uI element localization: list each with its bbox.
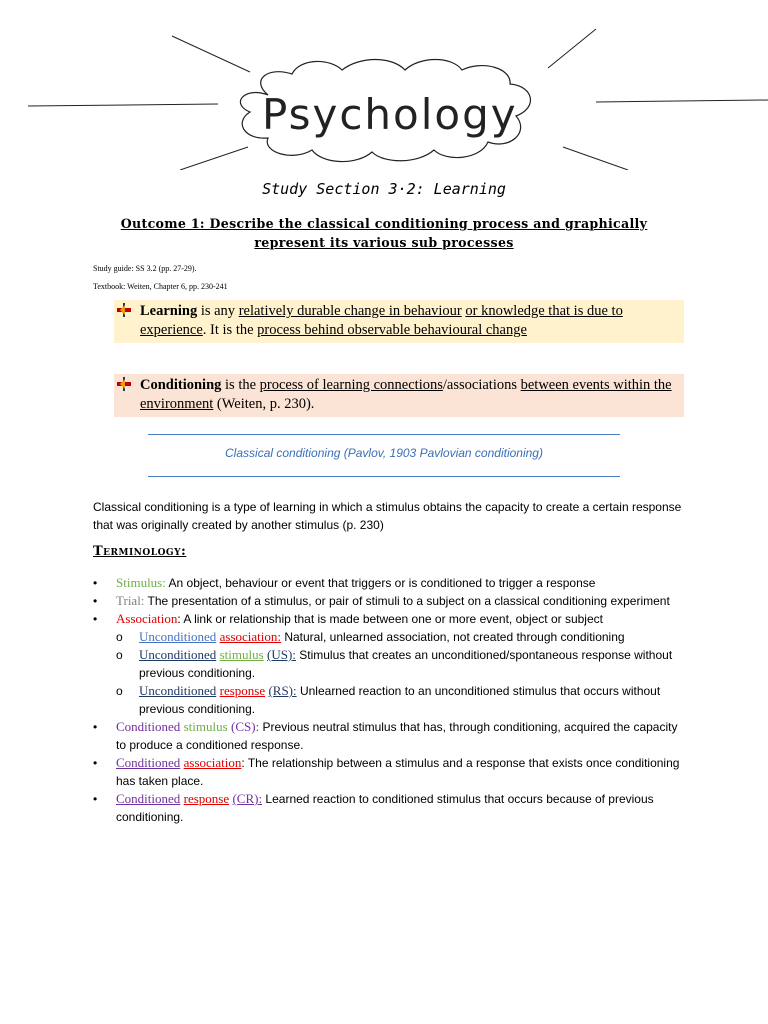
term-word-3: (RS): [268, 683, 297, 698]
term-conditioned-stimulus [0, 718, 686, 754]
term-word-1: Unconditioned [139, 683, 217, 698]
term-word-2: stimulus [183, 719, 228, 734]
term-conditioned-association [0, 754, 686, 790]
bullet-icon: • [93, 756, 98, 770]
section-title: Study Section 3·2: Learning [262, 180, 506, 198]
term-unconditioned-response [0, 682, 679, 718]
term-word-3: (US): [267, 647, 296, 662]
cloud-lines-graphic [0, 0, 768, 170]
conditioning-underline-2: between events within the environment [140, 377, 672, 412]
bullet-icon: • [93, 594, 98, 608]
term-word-1: Unconditioned [139, 629, 217, 644]
terminology-list [0, 574, 768, 826]
cloud-title: Psychology [262, 90, 518, 139]
term-definition: Unlearned reaction to an unconditioned stimulus that occurs without previous conditioning. [139, 684, 661, 716]
conditioning-text-3: (Weiten, p. 230). [213, 396, 315, 412]
conditioning-underline-1: process of learning connections [259, 377, 443, 393]
arrow-bullet-icon [117, 303, 131, 317]
term-word-1: Unconditioned [139, 647, 217, 662]
psychology-header-graphic [0, 0, 768, 170]
term-label: Stimulus: [116, 575, 166, 590]
term-label: Trial: [116, 593, 145, 608]
conditioning-text-2: /associations [442, 377, 521, 393]
term-word-3: (CS): [231, 719, 260, 734]
divider-bottom [148, 476, 620, 477]
term-word-2: response [183, 791, 230, 806]
classical-conditioning-heading: Classical conditioning (Pavlov, 1903 Pavlovian conditioning) [225, 446, 543, 460]
classical-conditioning-paragraph: Classical conditioning is a type of learning in which a stimulus obtains the capacity to create a certain response that was originally created by another stimulus (p. 230) [93, 500, 682, 532]
sub-bullet-icon: o [116, 630, 123, 644]
learning-text-3: . It is the [202, 322, 258, 338]
learning-underline-2: or knowledge that is due to experience [140, 303, 623, 338]
term-word-1: Conditioned [116, 791, 181, 806]
learning-underline-3: process behind observable behavioural change [257, 322, 527, 338]
term-word-2: stimulus [219, 647, 264, 662]
conditioning-text-1: is the [221, 377, 260, 393]
conditioning-term: Conditioning [140, 377, 222, 393]
term-definition: Previous neutral stimulus that has, through conditioning, acquired the capacity to produce a conditioned response. [116, 720, 678, 752]
term-association [0, 610, 686, 628]
term-definition: Stimulus that creates an unconditioned/spontaneous response without previous conditioning. [139, 648, 673, 680]
sub-bullet-icon: o [116, 648, 123, 662]
bullet-icon: • [93, 720, 98, 734]
term-definition: A link or relationship that is made between one or more event, object or subject [180, 612, 603, 626]
conditioning-definition-box [114, 374, 684, 417]
term-word-3: (CR): [232, 791, 263, 806]
term-label: Association [116, 611, 178, 626]
term-unconditioned-association [0, 628, 679, 646]
term-colon: : [241, 756, 245, 770]
term-word-1: Conditioned [116, 755, 181, 770]
term-definition: The relationship between a stimulus and a response that exists once conditioning has taken place. [116, 756, 680, 788]
divider-top [148, 434, 620, 435]
learning-term: Learning [140, 303, 198, 319]
term-word-2: response [219, 683, 266, 698]
study-guide-reference: Study guide: SS 3.2 (pp. 27-29). [93, 264, 197, 273]
bullet-icon: • [93, 612, 98, 626]
term-unconditioned-stimulus [0, 646, 679, 682]
term-word-1: Conditioned [116, 719, 181, 734]
term-word-2: association [183, 755, 242, 770]
term-trial [0, 592, 686, 610]
term-conditioned-response [0, 790, 686, 826]
terminology-heading: Terminology: [93, 544, 187, 559]
textbook-reference: Textbook: Weiten, Chapter 6, pp. 230-241 [93, 282, 228, 291]
term-word-2: association: [219, 629, 281, 644]
learning-underline-1: relatively durable change in behaviour [238, 303, 462, 319]
sub-bullet-icon: o [116, 684, 123, 698]
term-definition: The presentation of a stimulus, or pair of stimuli to a subject on a classical conditioning experiment [144, 594, 670, 608]
term-definition: An object, behaviour or event that triggers or is conditioned to trigger a response [165, 576, 596, 590]
bullet-icon: • [93, 792, 98, 806]
term-colon: : [177, 612, 181, 626]
arrow-bullet-icon [117, 377, 131, 391]
term-definition: Natural, unlearned association, not created through conditioning [281, 630, 625, 644]
term-stimulus [0, 574, 686, 592]
learning-definition-box [114, 300, 684, 343]
learning-text-1: is any [197, 303, 239, 319]
term-definition: Learned reaction to conditioned stimulus that occurs because of previous conditioning. [116, 792, 654, 824]
bullet-icon: • [93, 576, 98, 590]
outcome-heading: Outcome 1: Describe the classical conditioning process and graphically represent its various sub processes [120, 216, 648, 250]
